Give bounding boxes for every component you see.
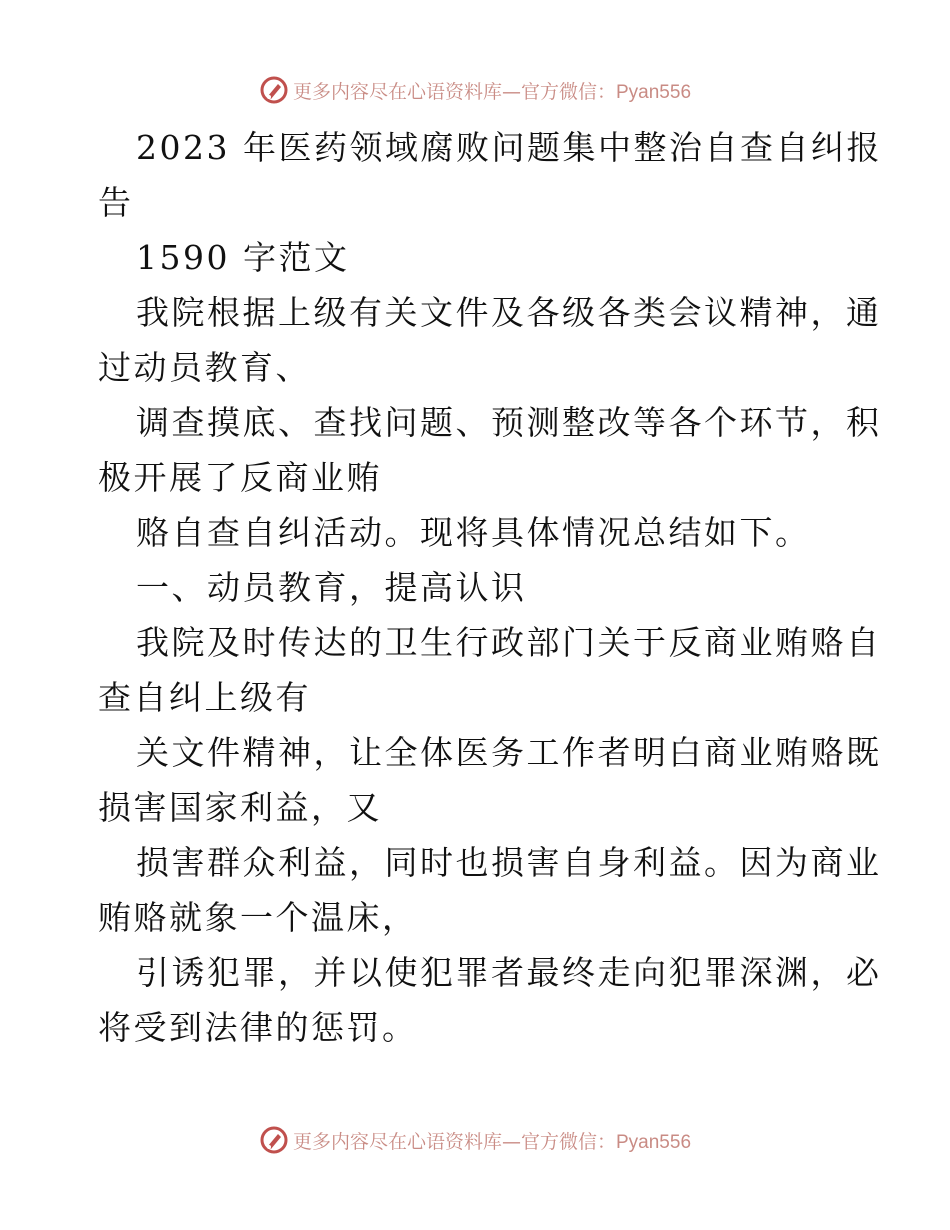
pen-logo-icon [259, 75, 289, 105]
text-line: 我院根据上级有关文件及各级各类会议精神，通 [136, 293, 882, 332]
text-line: 将受到法律的惩罚。 [98, 1008, 418, 1047]
text-line: 关文件精神，让全体医务工作者明白商业贿赂既 [136, 733, 882, 772]
text-line: 极开展了反商业贿 [98, 458, 382, 497]
text-line: 1590 字范文 [136, 238, 350, 277]
document-body [98, 120, 882, 1055]
watermark-text: 更多内容尽在心语资料库—官方微信： [292, 80, 616, 103]
watermark-handle: Pyan556 [616, 1131, 692, 1153]
text-line: 贿赂就象一个温床， [98, 898, 418, 937]
watermark-text: 更多内容尽在心语资料库—官方微信： [292, 1130, 616, 1153]
text-line: 我院及时传达的卫生行政部门关于反商业贿赂自 [136, 623, 882, 662]
text-line: 告 [98, 183, 134, 222]
pen-logo-icon [259, 1125, 289, 1155]
text-line: 2023 年医药领域腐败问题集中整治自查自纠报 [136, 128, 882, 167]
text-line: 过动员教育、 [98, 348, 311, 387]
text-line: 损害国家利益，又 [98, 788, 382, 827]
text-line: 引诱犯罪，并以使犯罪者最终走向犯罪深渊，必 [136, 953, 882, 992]
text-line: 调查摸底、查找问题、预测整改等各个环节，积 [136, 403, 882, 442]
footer-watermark [0, 1120, 950, 1160]
text-line: 查自纠上级有 [98, 678, 311, 717]
header-watermark [0, 70, 950, 110]
text-line: 损害群众利益，同时也损害自身利益。因为商业 [136, 843, 882, 882]
watermark-handle: Pyan556 [616, 81, 692, 103]
text-line: 一、动员教育，提高认识 [136, 568, 527, 607]
text-line: 赂自查自纠活动。现将具体情况总结如下。 [136, 513, 811, 552]
